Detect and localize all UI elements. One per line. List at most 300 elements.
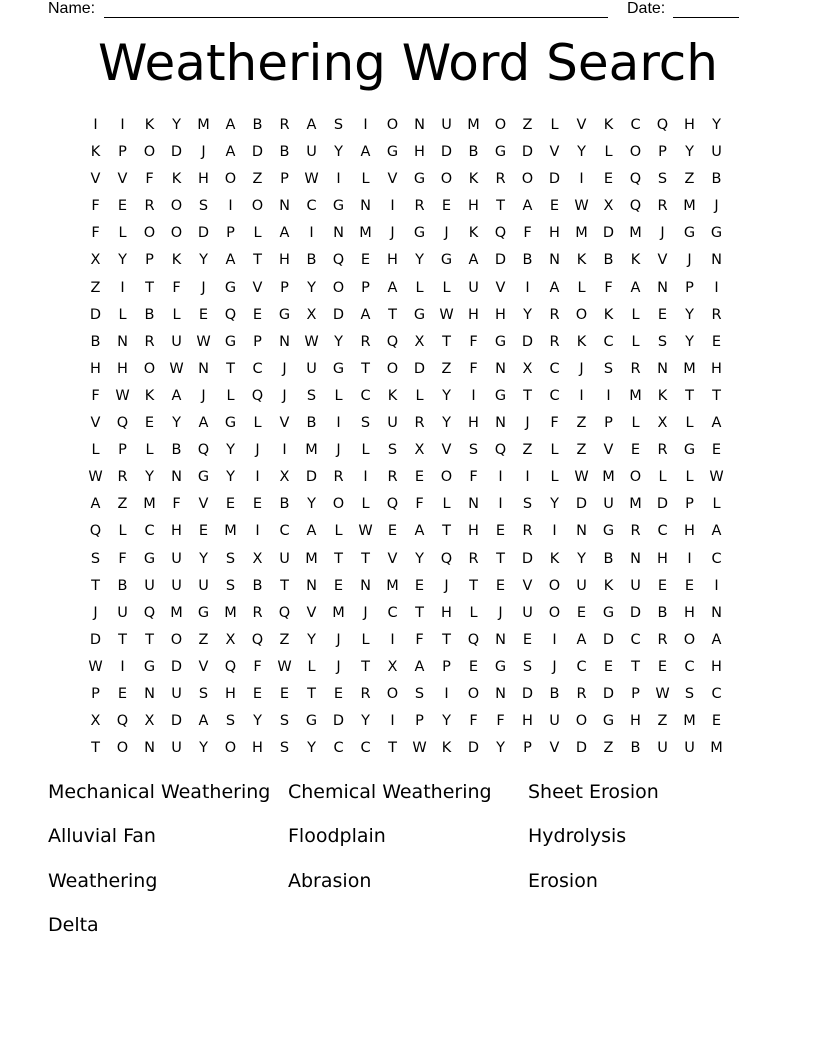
- grid-cell: C: [252, 360, 263, 377]
- grid-cell: S: [657, 333, 668, 350]
- grid-cell: P: [280, 279, 289, 296]
- grid-cell: C: [630, 631, 641, 648]
- grid-cell: Y: [307, 279, 316, 296]
- grid-cell: L: [361, 171, 370, 188]
- grid-cell: D: [602, 631, 615, 648]
- grid-cell: Q: [386, 333, 399, 350]
- grid-cell: K: [603, 577, 614, 594]
- grid-cell: J: [201, 144, 206, 161]
- grid-cell: U: [117, 604, 128, 621]
- grid-cell: I: [579, 171, 584, 188]
- grid-cell: M: [629, 225, 642, 242]
- grid-cell: H: [522, 713, 533, 730]
- grid-cell: P: [415, 713, 424, 730]
- date-label: Date:: [627, 0, 666, 17]
- grid-cell: O: [143, 360, 156, 377]
- grid-cell: F: [91, 225, 100, 242]
- grid-cell: U: [171, 577, 182, 594]
- grid-cell: E: [576, 604, 587, 621]
- grid-cell: L: [685, 469, 694, 486]
- grid-cell: C: [630, 117, 641, 133]
- grid-cell: T: [496, 198, 505, 215]
- grid-cell: I: [552, 631, 557, 648]
- grid-cell: J: [93, 604, 98, 621]
- grid-cell: X: [90, 713, 101, 730]
- grid-cell: Q: [251, 631, 264, 648]
- grid-cell: P: [442, 658, 451, 675]
- grid-cell: M: [332, 604, 345, 621]
- grid-cell: G: [305, 713, 318, 730]
- grid-cell: F: [469, 333, 478, 350]
- grid-cell: I: [120, 658, 125, 675]
- grid-cell: A: [225, 117, 236, 133]
- grid-cell: E: [711, 333, 722, 350]
- grid-cell: X: [387, 658, 398, 675]
- grid-cell: Z: [576, 415, 587, 432]
- grid-cell: B: [252, 117, 263, 133]
- word-list-item: Weathering: [48, 869, 158, 892]
- grid-cell: Y: [226, 469, 235, 486]
- grid-cell: I: [363, 117, 368, 133]
- grid-cell: J: [255, 442, 260, 459]
- grid-cell: S: [225, 577, 236, 594]
- grid-cell: U: [576, 577, 587, 594]
- grid-cell: V: [387, 550, 398, 567]
- grid-cell: L: [550, 469, 559, 486]
- grid-cell: E: [387, 523, 398, 540]
- grid-cell: S: [468, 442, 479, 459]
- grid-cell: O: [467, 685, 480, 702]
- grid-cell: R: [657, 442, 668, 459]
- grid-cell: L: [631, 415, 640, 432]
- grid-cell: V: [198, 658, 209, 675]
- grid-cell: G: [710, 225, 723, 242]
- grid-cell: H: [414, 144, 425, 161]
- grid-cell: Y: [577, 144, 586, 161]
- grid-cell: E: [117, 198, 128, 215]
- date-line: [673, 0, 739, 18]
- grid-cell: S: [90, 550, 101, 567]
- grid-cell: C: [360, 740, 371, 757]
- grid-cell: F: [523, 225, 532, 242]
- grid-cell: T: [631, 658, 640, 675]
- grid-cell: M: [683, 198, 696, 215]
- grid-cell: R: [549, 333, 560, 350]
- grid-cell: Q: [224, 658, 237, 675]
- grid-cell: U: [144, 577, 155, 594]
- grid-cell: B: [306, 252, 317, 269]
- grid-cell: E: [711, 442, 722, 459]
- grid-cell: C: [306, 198, 317, 215]
- grid-cell: S: [657, 171, 668, 188]
- grid-cell: C: [279, 523, 290, 540]
- grid-cell: K: [468, 171, 479, 188]
- grid-cell: N: [117, 333, 128, 350]
- grid-cell: P: [685, 496, 694, 513]
- grid-cell: V: [198, 496, 209, 513]
- grid-cell: E: [333, 577, 344, 594]
- grid-cell: B: [657, 604, 668, 621]
- grid-cell: N: [333, 225, 344, 242]
- grid-cell: Q: [629, 171, 642, 188]
- grid-cell: U: [171, 333, 182, 350]
- grid-cell: T: [145, 631, 154, 648]
- grid-cell: R: [333, 469, 344, 486]
- grid-cell: R: [576, 685, 587, 702]
- grid-cell: F: [172, 279, 181, 296]
- grid-cell: L: [550, 117, 559, 133]
- grid-cell: L: [145, 442, 154, 459]
- grid-cell: Y: [118, 252, 127, 269]
- grid-cell: O: [683, 631, 696, 648]
- grid-cell: J: [201, 279, 206, 296]
- grid-cell: S: [225, 550, 236, 567]
- grid-cell: N: [198, 360, 209, 377]
- grid-cell: N: [144, 740, 155, 757]
- grid-cell: U: [684, 740, 695, 757]
- grid-cell: Q: [656, 117, 669, 133]
- word-list-item: Sheet Erosion: [528, 781, 659, 803]
- grid-cell: E: [252, 306, 263, 323]
- grid-cell: Y: [442, 415, 451, 432]
- grid-cell: J: [444, 225, 449, 242]
- grid-cell: N: [144, 685, 155, 702]
- grid-cell: Y: [361, 713, 370, 730]
- grid-cell: Q: [494, 225, 507, 242]
- grid-cell: X: [279, 469, 290, 486]
- grid-cell: H: [684, 604, 695, 621]
- grid-cell: O: [332, 279, 345, 296]
- grid-cell: N: [495, 415, 506, 432]
- grid-cell: E: [198, 306, 209, 323]
- grid-cell: B: [144, 306, 155, 323]
- grid-cell: L: [118, 225, 127, 242]
- grid-cell: V: [306, 604, 317, 621]
- grid-cell: U: [630, 577, 641, 594]
- grid-cell: D: [602, 225, 615, 242]
- grid-cell: T: [496, 550, 505, 567]
- grid-cell: G: [278, 306, 291, 323]
- grid-cell: N: [711, 252, 722, 269]
- grid-cell: R: [711, 306, 722, 323]
- grid-cell: Q: [440, 550, 453, 567]
- grid-cell: N: [279, 198, 290, 215]
- grid-cell: F: [91, 387, 100, 404]
- header-row: [48, 0, 748, 20]
- grid-cell: K: [144, 117, 155, 133]
- grid-cell: G: [494, 387, 507, 404]
- grid-cell: N: [711, 604, 722, 621]
- grid-cell: R: [549, 306, 560, 323]
- grid-cell: E: [711, 713, 722, 730]
- grid-cell: T: [253, 252, 262, 269]
- grid-cell: N: [495, 631, 506, 648]
- grid-cell: G: [683, 225, 696, 242]
- grid-cell: D: [656, 496, 669, 513]
- grid-cell: Z: [279, 631, 290, 648]
- grid-cell: E: [414, 469, 425, 486]
- grid-cell: U: [171, 740, 182, 757]
- grid-cell: A: [171, 387, 182, 404]
- grid-cell: Q: [278, 604, 291, 621]
- word-list-item: Delta: [48, 913, 99, 936]
- grid-cell: A: [414, 658, 425, 675]
- grid-cell: I: [255, 523, 260, 540]
- grid-cell: A: [90, 496, 101, 513]
- grid-cell: X: [252, 550, 263, 567]
- grid-cell: D: [521, 144, 534, 161]
- grid-cell: W: [88, 658, 103, 675]
- grid-cell: J: [525, 415, 530, 432]
- grid-cell: C: [333, 740, 344, 757]
- grid-cell: E: [117, 685, 128, 702]
- grid-cell: Y: [415, 252, 424, 269]
- grid-cell: Y: [226, 442, 235, 459]
- grid-cell: G: [332, 360, 345, 377]
- grid-cell: J: [336, 442, 341, 459]
- grid-cell: W: [439, 306, 454, 323]
- grid-cell: K: [576, 252, 587, 269]
- grid-cell: M: [683, 713, 696, 730]
- grid-cell: E: [603, 658, 614, 675]
- grid-cell: L: [253, 225, 262, 242]
- grid-cell: N: [414, 117, 425, 133]
- grid-cell: A: [576, 631, 587, 648]
- grid-cell: E: [657, 306, 668, 323]
- grid-cell: H: [684, 117, 695, 133]
- grid-cell: T: [388, 740, 397, 757]
- grid-cell: J: [498, 604, 503, 621]
- grid-cell: K: [441, 740, 452, 757]
- grid-cell: Z: [522, 117, 533, 133]
- grid-cell: L: [442, 496, 451, 513]
- grid-cell: E: [144, 415, 155, 432]
- grid-cell: D: [332, 306, 345, 323]
- grid-cell: O: [548, 577, 561, 594]
- grid-cell: R: [387, 469, 398, 486]
- grid-cell: T: [145, 279, 154, 296]
- grid-cell: Q: [197, 442, 210, 459]
- grid-cell: H: [387, 252, 398, 269]
- name-label: Name:: [48, 0, 96, 17]
- grid-cell: Q: [143, 604, 156, 621]
- grid-cell: I: [714, 577, 719, 594]
- grid-cell: I: [363, 469, 368, 486]
- grid-cell: F: [118, 550, 127, 567]
- grid-cell: M: [629, 496, 642, 513]
- grid-cell: O: [494, 117, 507, 133]
- grid-cell: T: [226, 360, 235, 377]
- grid-cell: A: [306, 523, 317, 540]
- grid-cell: W: [169, 360, 184, 377]
- grid-cell: C: [549, 360, 560, 377]
- grid-cell: G: [494, 333, 507, 350]
- grid-cell: O: [116, 740, 129, 757]
- grid-cell: W: [304, 171, 319, 188]
- grid-cell: G: [602, 713, 615, 730]
- grid-cell: O: [440, 171, 453, 188]
- grid-cell: H: [468, 415, 479, 432]
- grid-cell: L: [334, 523, 343, 540]
- grid-cell: H: [441, 604, 452, 621]
- grid-cell: D: [170, 713, 183, 730]
- grid-cell: F: [496, 713, 505, 730]
- word-list-item: Floodplain: [288, 825, 386, 848]
- grid-cell: F: [91, 198, 100, 215]
- grid-cell: E: [630, 442, 641, 459]
- grid-cell: J: [282, 360, 287, 377]
- grid-cell: C: [387, 604, 398, 621]
- grid-cell: Y: [334, 144, 343, 161]
- grid-cell: K: [468, 225, 479, 242]
- grid-cell: T: [388, 306, 397, 323]
- grid-cell: H: [117, 360, 128, 377]
- grid-cell: L: [118, 306, 127, 323]
- grid-cell: Z: [576, 442, 587, 459]
- grid-cell: M: [575, 225, 588, 242]
- grid-cell: B: [522, 252, 533, 269]
- grid-cell: T: [442, 631, 451, 648]
- grid-cell: D: [575, 740, 588, 757]
- grid-cell: I: [120, 279, 125, 296]
- grid-cell: M: [224, 604, 237, 621]
- grid-cell: G: [494, 658, 507, 675]
- grid-cell: O: [440, 469, 453, 486]
- grid-cell: M: [467, 117, 480, 133]
- grid-cell: N: [279, 333, 290, 350]
- page-title: Weathering Word Search: [98, 34, 718, 92]
- grid-cell: A: [198, 713, 209, 730]
- grid-cell: B: [252, 577, 263, 594]
- grid-cell: R: [144, 198, 155, 215]
- grid-cell: X: [657, 415, 668, 432]
- grid-cell: P: [523, 740, 532, 757]
- grid-cell: L: [91, 442, 100, 459]
- grid-cell: L: [415, 387, 424, 404]
- grid-cell: W: [196, 333, 211, 350]
- grid-cell: N: [495, 685, 506, 702]
- grid-cell: L: [685, 415, 694, 432]
- grid-cell: G: [602, 604, 615, 621]
- grid-cell: L: [334, 387, 343, 404]
- grid-cell: Y: [685, 144, 694, 161]
- grid-cell: Q: [89, 523, 102, 540]
- grid-cell: Z: [684, 171, 695, 188]
- grid-cell: E: [279, 685, 290, 702]
- grid-cell: F: [415, 496, 424, 513]
- grid-cell: O: [332, 496, 345, 513]
- grid-cell: I: [714, 279, 719, 296]
- grid-cell: U: [171, 550, 182, 567]
- grid-cell: M: [305, 442, 318, 459]
- grid-cell: U: [387, 415, 398, 432]
- grid-cell: B: [468, 144, 479, 161]
- grid-cell: Y: [550, 496, 559, 513]
- grid-cell: M: [224, 523, 237, 540]
- grid-cell: A: [468, 252, 479, 269]
- grid-cell: E: [333, 685, 344, 702]
- grid-cell: E: [252, 496, 263, 513]
- grid-cell: N: [576, 523, 587, 540]
- grid-cell: K: [171, 252, 182, 269]
- grid-cell: O: [224, 171, 237, 188]
- grid-cell: N: [468, 496, 479, 513]
- grid-cell: A: [522, 198, 533, 215]
- grid-cell: R: [468, 550, 479, 567]
- grid-cell: B: [630, 740, 641, 757]
- grid-cell: O: [575, 713, 588, 730]
- grid-cell: U: [468, 279, 479, 296]
- grid-cell: Z: [198, 631, 209, 648]
- grid-cell: R: [360, 333, 371, 350]
- grid-cell: T: [280, 577, 289, 594]
- grid-cell: H: [495, 306, 506, 323]
- grid-cell: V: [117, 171, 128, 188]
- grid-cell: I: [120, 117, 125, 133]
- grid-cell: P: [685, 279, 694, 296]
- grid-cell: N: [657, 360, 668, 377]
- grid-cell: G: [413, 225, 426, 242]
- grid-cell: B: [549, 685, 560, 702]
- grid-cell: S: [225, 713, 236, 730]
- grid-cell: O: [548, 604, 561, 621]
- grid-cell: J: [363, 604, 368, 621]
- grid-cell: P: [145, 252, 154, 269]
- grid-cell: A: [306, 117, 317, 133]
- grid-cell: I: [552, 523, 557, 540]
- grid-cell: Z: [603, 740, 614, 757]
- grid-cell: U: [522, 604, 533, 621]
- grid-cell: D: [251, 144, 264, 161]
- grid-cell: L: [118, 523, 127, 540]
- grid-cell: T: [469, 577, 478, 594]
- grid-cell: V: [657, 252, 668, 269]
- grid-cell: T: [442, 333, 451, 350]
- grid-cell: I: [390, 631, 395, 648]
- grid-cell: U: [306, 360, 317, 377]
- grid-cell: B: [90, 333, 101, 350]
- grid-cell: Y: [523, 306, 532, 323]
- grid-cell: E: [441, 198, 452, 215]
- grid-cell: X: [90, 252, 101, 269]
- grid-cell: I: [255, 469, 260, 486]
- grid-cell: P: [91, 685, 100, 702]
- grid-cell: T: [361, 658, 370, 675]
- grid-cell: L: [658, 469, 667, 486]
- grid-cell: D: [521, 685, 534, 702]
- grid-cell: R: [657, 198, 668, 215]
- grid-cell: N: [306, 577, 317, 594]
- grid-cell: R: [522, 523, 533, 540]
- grid-cell: V: [549, 144, 560, 161]
- grid-cell: K: [603, 306, 614, 323]
- grid-cell: Y: [334, 333, 343, 350]
- grid-cell: B: [603, 550, 614, 567]
- grid-cell: R: [117, 469, 128, 486]
- grid-cell: N: [630, 550, 641, 567]
- grid-cell: I: [282, 442, 287, 459]
- grid-cell: J: [390, 225, 395, 242]
- grid-cell: C: [549, 387, 560, 404]
- grid-cell: A: [360, 144, 371, 161]
- grid-cell: Q: [494, 442, 507, 459]
- grid-cell: N: [360, 198, 371, 215]
- grid-cell: P: [604, 415, 613, 432]
- grid-cell: D: [305, 469, 318, 486]
- grid-cell: A: [198, 415, 209, 432]
- word-list-item: Abrasion: [288, 869, 372, 892]
- grid-cell: Q: [386, 496, 399, 513]
